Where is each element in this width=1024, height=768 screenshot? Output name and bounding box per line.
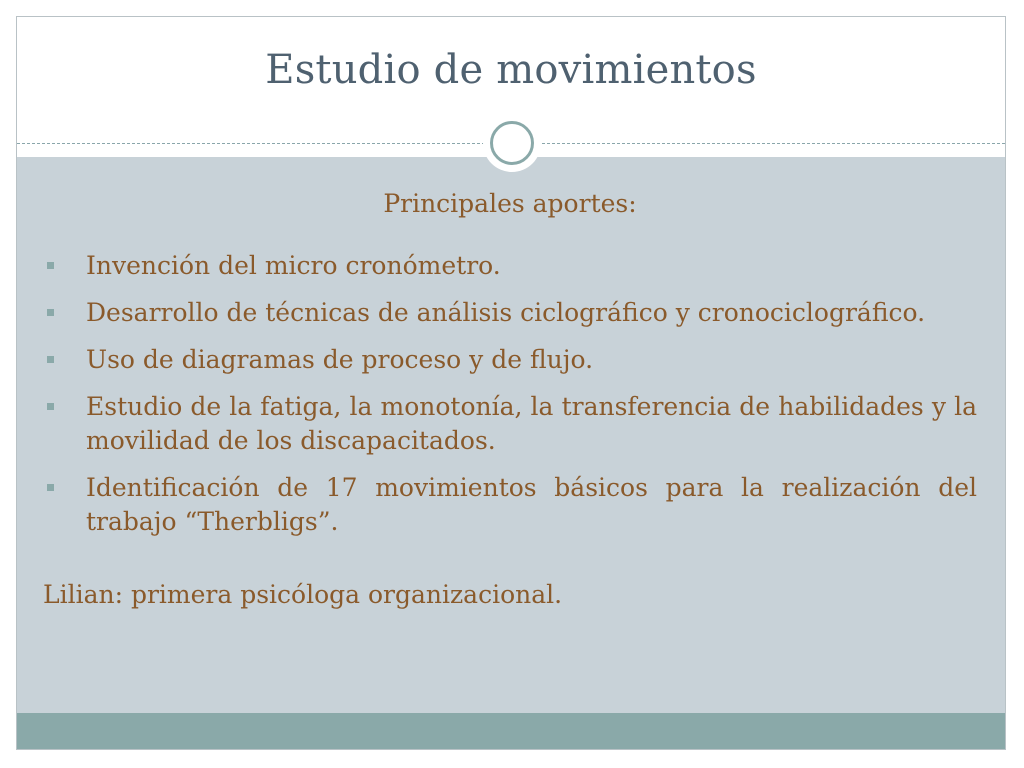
square-bullet-icon [47, 262, 54, 269]
list-item [43, 390, 977, 458]
list-item-text: Identificación de 17 movimientos básicos para la realización del trabajo “Therbligs”. [86, 473, 977, 536]
square-bullet-icon [47, 403, 54, 410]
square-bullet-icon [47, 484, 54, 491]
slide-title: Estudio de movimientos [265, 47, 757, 93]
content-text [43, 187, 977, 612]
square-bullet-icon [47, 356, 54, 363]
list-item-text: Desarrollo de técnicas de análisis ciclográfico y cronociclográfico. [86, 298, 926, 327]
list-item-text: Invención del micro cronómetro. [86, 251, 501, 280]
bullet-list [43, 249, 977, 539]
circle-ring-icon [490, 121, 534, 165]
list-item [43, 471, 977, 539]
list-item-text: Uso de diagramas de proceso y de flujo. [86, 345, 594, 374]
closing-statement: Lilian: primera psicóloga organizacional. [43, 580, 563, 609]
list-item [43, 343, 977, 377]
square-bullet-icon [47, 309, 54, 316]
slide [16, 16, 1006, 750]
subheading: Principales aportes: [383, 189, 637, 218]
footer-band [17, 713, 1005, 749]
list-item-text: Estudio de la fatiga, la monotonía, la transferencia de habilidades y la movilidad de los discapacitados. [86, 392, 977, 455]
list-item [43, 249, 977, 283]
list-item [43, 296, 977, 330]
